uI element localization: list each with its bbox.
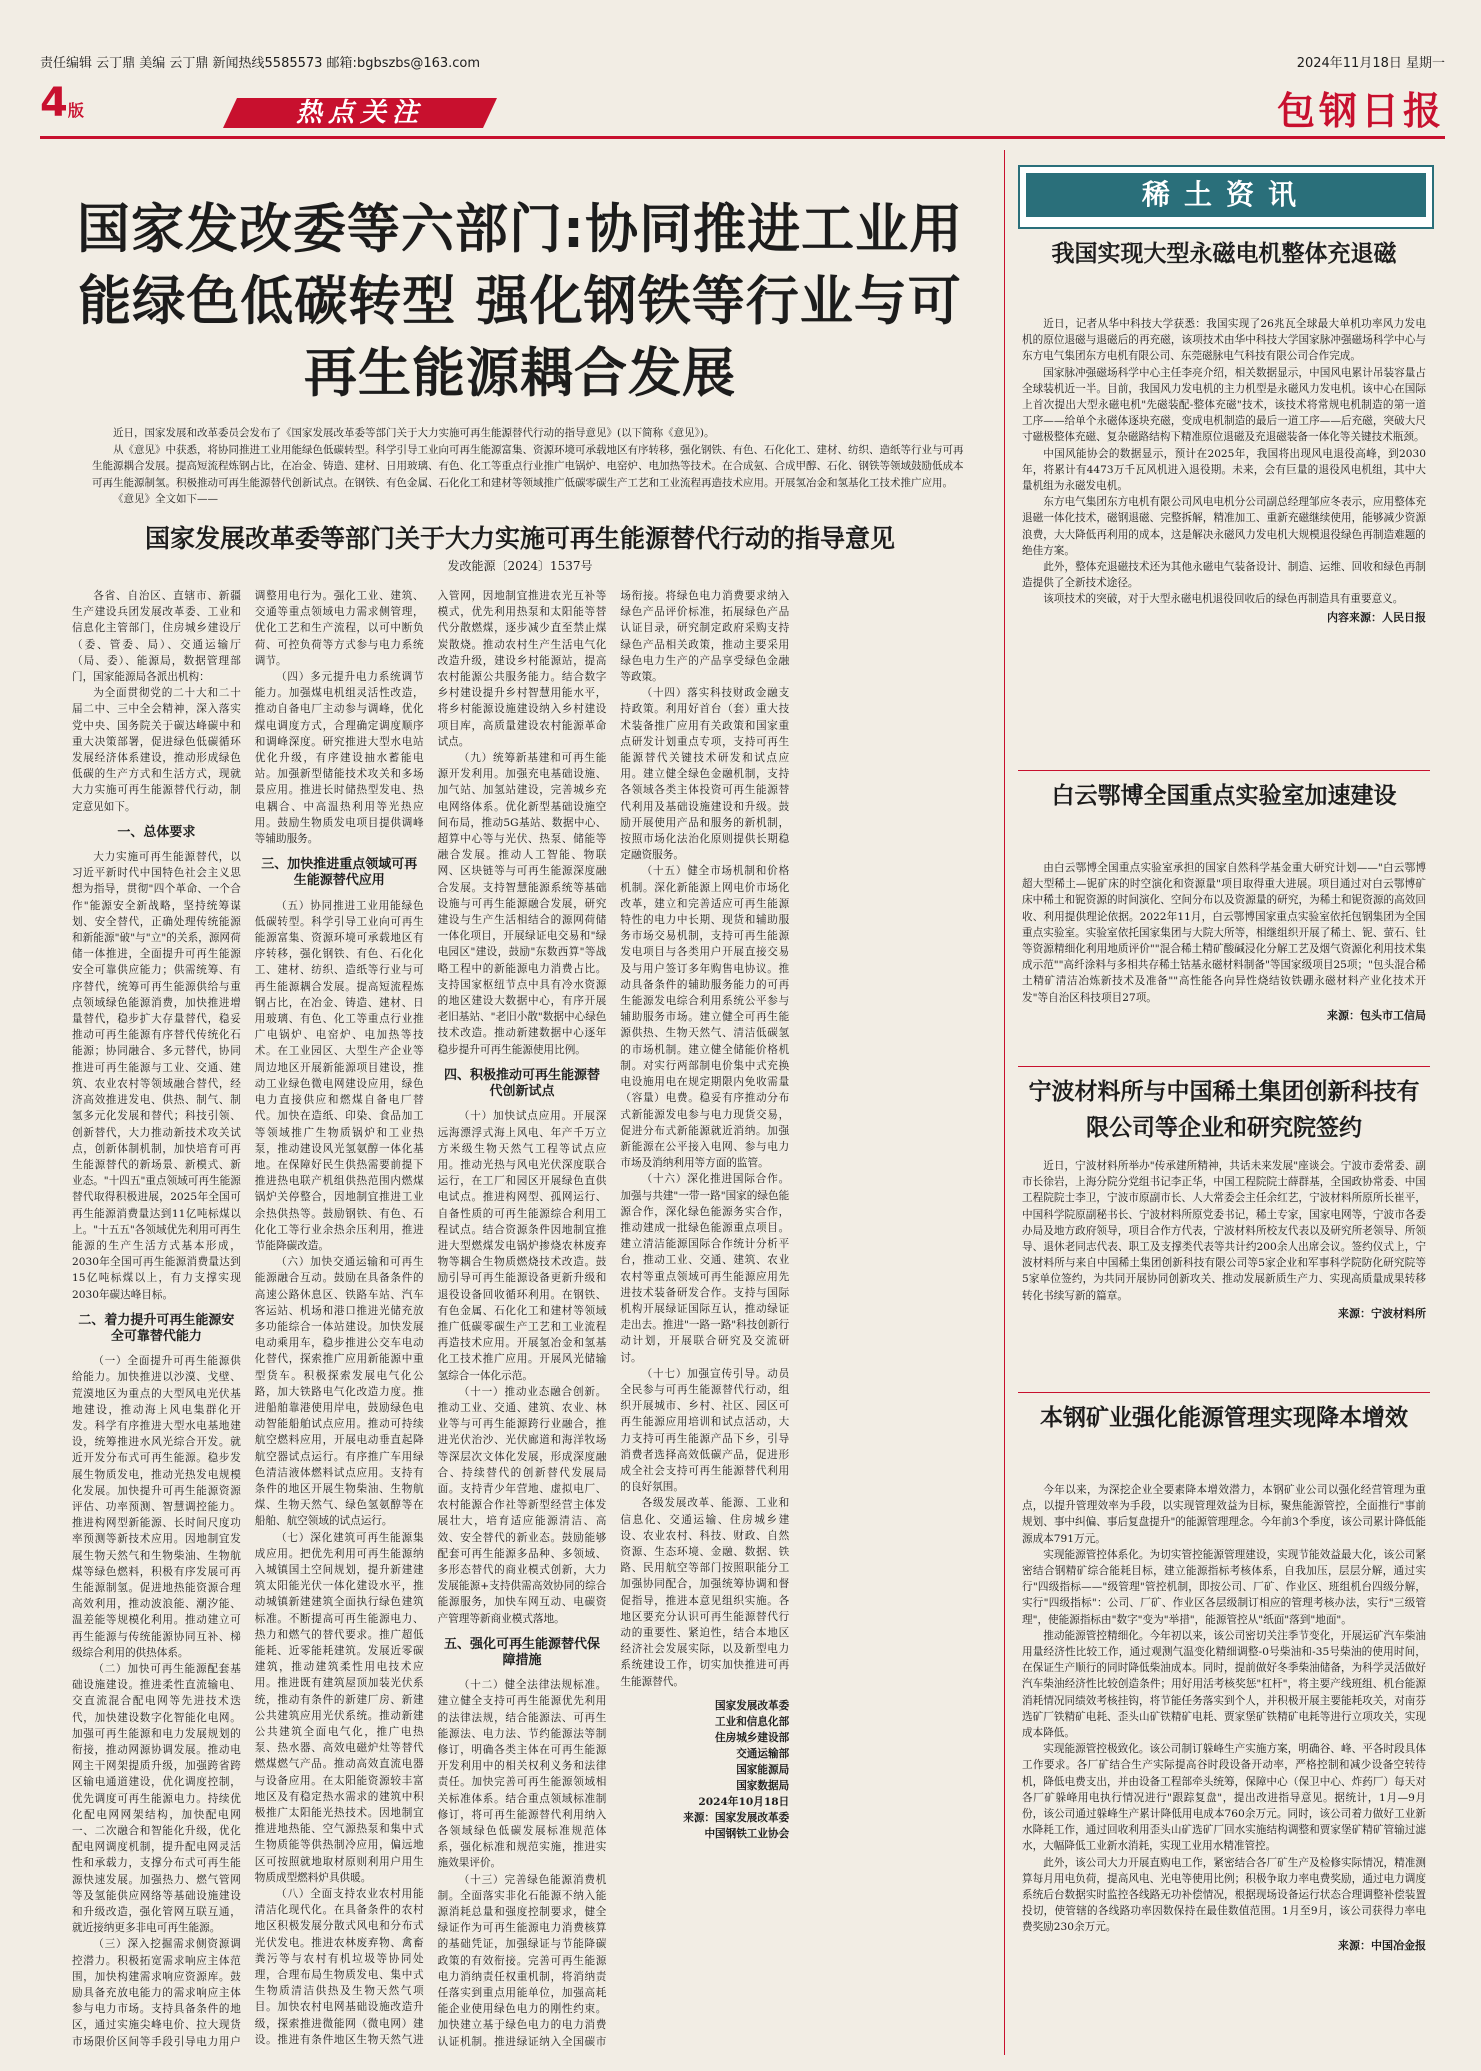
sidebar-article-title: 白云鄂博全国重点实验室加速建设: [1051, 783, 1397, 809]
signature-line: 工业和信息化部: [715, 1715, 790, 1728]
body-paragraph: （十四）落实科技财政金融支持政策。利用好首台（套）重大技术装备推广应用有关政策和国家重点研发计划重点专项，支持可再生能源替代关键技术研发和试点应用。建立健全绿色金融机制，支持各领域各类主体投资可再生能源替代利用及基础设施建设和升级。鼓励开展使用产品和服务的新机制，按照市场化法治化原则提供长期稳定融资服务。: [620, 687, 790, 862]
column-divider: [1004, 150, 1005, 2055]
body-paragraph: 各省、自治区、直辖市、新疆生产建设兵团发展改革委、工业和信息化主管部门，住房城乡建设厅（委、管委、局）、交通运输厅（局、委）、能源局，数据管理部门，国家能源局各派出机构：: [72, 590, 241, 684]
article-source: 来源：中国冶金报: [1338, 1938, 1426, 1952]
body-paragraph: （四）多元提升电力系统调节能力。加强煤电机组灵活性改造，推动自备电厂主动参与调峰，优化煤电调度方式，合理确定调度顺序和调峰深度。研究推进大型水电站优化升级，有序建设抽水蓄能电站。加强新型储能技术攻关和多场景应用。推进长时储热型发电、热电耦合、中高温热利用等光热应用。鼓励生物质发电项目提供调峰等辅助服务。: [254, 671, 424, 846]
signature-line: 国家发展改革委: [715, 1699, 790, 1712]
sidebar-paragraph: 中国风能协会的数据显示，预计在2025年，我国将出现风电退役高峰，到2030年，将累计有4473万千瓦风机进入退役期。未来，会有巨量的退役风电机组，其中大量机组为永磁发电机。: [1022, 447, 1426, 493]
article-title: 国家发展改革委等部门关于大力实施可再生能源替代行动的指导意见: [144, 524, 895, 553]
signature-line: 国家数据局: [736, 1779, 790, 1792]
sidebar-paragraph: 国家脉冲强磁场科学中心主任李亮介绍，相关数据显示，中国风电累计吊装容量占全球装机近一半。目前，我国风力发电机的主力机型是永磁风力发电机。该中心在国际上首次提出大型永磁电机"先磁装配-整体充磁"技术，该技术将常规电机制造的第一道工序——给单个永磁体逐块充磁，变成电机制造的最后一道工序——后充磁，突破大尺寸磁极整体充磁、复杂磁路结构下精准原位退磁及充退磁装备一体化等关键技术瓶颈。: [1022, 366, 1426, 444]
body-paragraph: （十二）健全法律法规标准。建立健全支持可再生能源优先利用的法律法规，结合能源法、可再生能源法、电力法、节约能源法等制修订，明确各类主体在可再生能源开发利用中的相关权利义务和法律责任。加快完善可再生能源领域相关标准体系。结合重点领域标准制修订，将可再生能源替代利用纳入各领域绿色低碳发展标准规范体系，强化标准和规范实施，推进实施效果评价。: [437, 1679, 607, 1870]
article-source: 来源：包头市工信局: [1327, 1008, 1426, 1022]
sidebar-article-body: [1022, 1482, 1426, 1954]
masthead-logo: 包钢日报: [1276, 88, 1445, 133]
body-paragraph: （六）加快交通运输和可再生能源融合互动。鼓励在具备条件的高速公路休息区、铁路车站、汽车客运站、机场和港口推进光储充放多功能综合一体站建设。加快发展电动乘用车，稳步推进公交车电动化替代，探索推广应用新能源中重型货车。积极探索发展电气化公路，加大铁路电气化改造力度。推进船舶靠港使用岸电，鼓励绿色电动智能船舶试点应用。推动可持续航空燃料应用，开展电动垂直起降航空器试点运行。有序推广车用绿色清洁液体燃料试点应用。支持有条件的地区开展生物柴油、生物航煤、生物天然气、绿色氢氨醇等在船舶、航空领域的试点运行。: [254, 1256, 424, 1528]
article-source: 来源：宁波材料所: [1338, 1306, 1426, 1320]
sidebar-paragraph: 此外，整体充退磁技术还为其他永磁电气装备设计、制造、运维、回收和绿色再制造提供了全新技术途径。: [1022, 561, 1426, 590]
top-info-line: [40, 50, 1445, 72]
body-paragraph: （一）全面提升可再生能源供给能力。加快推进以沙漠、戈壁、荒漠地区为重点的大型风电光伏基地建设，推动海上风电集群化开发。科学有序推进大型水电基地建设，统筹推进水风光综合开发。就近开发分布式可再生能源。稳步发展生物质发电，推动光热发电规模化发展。加快提升可再生能源资源评估、功率预测、智慧调控能力。推进构网型新能源、长时间尺度功率预测等新技术应用。因地制宜发展生物天然气和生物柴油、生物航煤等绿色燃料，积极有序发展可再生能源制氢。促进地热能资源合理高效利用，推动波浪能、潮汐能、温差能等规模化利用。推动建立可再生能源与传统能源协同互补、梯级综合利用的供热体系。: [72, 1355, 241, 1659]
body-paragraph: （三）深入挖掘需求侧资源调控潜力。积极拓宽需求响应主体范围，加快构建需求响应资源库。鼓励具备充放电能力的需求响应主体参与电力市场。支持具备条件的地区，通过实施尖峰电价、拉大现货市场限价区间等手段引导电力用户调整用电行为。强化工业、建筑、交通等重点领域电力需求侧管理，优化工艺和生产流程，以可中断负荷、可控负荷等方式参与电力系统调节。: [72, 590, 424, 2048]
signature-line: 交通运输部: [736, 1747, 790, 1760]
intro-paragraph: 从《意见》中获悉，将协同推进工业用能绿色低碳转型。科学引导工业向可再生能源富集、资源环境可承载地区有序转移，强化钢铁、有色、石化化工、建材、纺织、造纸等行业与可再生能源耦合发展。提高短流程炼钢占比，在冶金、铸造、建材、日用玻璃、有色、化工等重点行业推广电锅炉、电窑炉、电加热等技术。在合成氨、合成甲醇、石化、钢铁等领域鼓励低成本可再生能源制氢。积极推动可再生能源替代创新试点。在钢铁、有色金属、石化化工和建材等领域推广低碳零碳生产工艺和工业流程再造技术应用。开展氢冶金和氢基化工技术推广应用。: [92, 443, 964, 489]
body-paragraph: （十六）深化推进国际合作。加强与共建"一带一路"国家的绿色能源合作，深化绿色能源务实合作，推动建成一批绿色能源重点项目。建立清洁能源国际合作统计分析平台，推动工业、交通、建筑、农业农村等重点领域可再生能源应用先进技术装备研发合作。支持与国际机构开展绿证国际互认，推动绿证走出去。推进"一路一路"科技创新行动计划，开展联合研究及交流研讨。: [620, 1173, 790, 1364]
sidebar-paragraph: 由白云鄂博全国重点实验室承担的国家自然科学基金重大研究计划——"白云鄂博超大型稀土—铌矿床的时空演化和资源量"项目取得重大进展。项目通过对白云鄂博矿床中稀土和铌资源的时间演化、空间分布以及资源量的研究，为稀土和铌资源的高效回收、利用提供理论依据。2022年11月，白云鄂博国家重点实验室依托包钢集团为全国重点实验室。实验室依托国家集团与大院大所等，相继组织开展了稀土、铌、萤石、钍等资源精细化利用地质评价""混合稀土精矿酸碱浸化分解工艺及烟气资源化利用技术集成示范""高纤涂料与多相共存稀土钴基永磁材料制备"等国家级项目25项；"包头混合稀土精矿清洁冶炼新技术及准备""高性能各向异性烧结钕铁硼永磁材料产业化技术开发"等自治区科技项目27项。: [1022, 862, 1426, 1004]
body-paragraph: （十）加快试点应用。开展深远海漂浮式海上风电、年产千万立方米级生物天然气工程等试点应用。推动光热与风电光伏深度联合运行，在工厂和园区开展绿色直供电试点。推进构网型、孤网运行、自备性质的可再生能源综合利用工程试点。结合资源条件因地制宜推进大型燃煤发电锅炉掺烧农林废弃物等耦合生物质燃烧技术改造。鼓励引导可再生能源设备更新升级和退役设备回收循环利用。在钢铁、有色金属、石化化工和建材等领域推广低碳零碳生产工艺和工业流程再造技术应用。开展氢冶金和氢基化工技术推广应用。开展风光储输氢综合一体化示范。: [437, 1110, 607, 1382]
signature-line: 住房城乡建设部: [715, 1731, 790, 1744]
sidebar-separator: [1018, 770, 1430, 771]
sidebar-paragraph: 此外，该公司大力开展直购电工作，紧密结合各厂矿生产及检修实际情况，精准测算每月用电负荷，提高风电、光电等使用比例；积极争取力率电费奖励，通过电力调度系统后台数据实时监控各线路无功补偿情况，根据现场设备运行状态合理调整补偿装置投切，使管辖的各线路功率因数保持在最佳数值范围。1月至9月，该公司获得力率电费奖励230余万元。: [1022, 1856, 1426, 1934]
signature-line: 国家能源局: [736, 1763, 790, 1776]
sidebar-paragraph: 今年以来，为深挖企业全要素降本增效潜力，本钢矿业公司以强化经营管理为重点，以提升管理效率为手段，以实现管理效益为目标，聚焦能源管控，全面推行"事前规划、事中纠偏、事后复盘提升"的能源管理理念。今年前3个季度，该公司累计降低能源成本791万元。: [1022, 1484, 1427, 1545]
sidebar-separator: [1018, 1066, 1430, 1067]
body-paragraph: （十七）加强宣传引导。动员全民参与可再生能源替代行动，组织开展城市、乡村、社区、园区可再生能源应用培训和试点活动，大力支持可再生能源产品下乡，引导消费者选择高效低碳产品，促进形成全社会支持可再生能源替代利用的良好氛围。: [620, 1367, 790, 1494]
sidebar-paragraph: 实现能源管控极致化。该公司制订躲峰生产实施方案，明确谷、峰、平各时段具体工作要求。各厂矿结合生产实际提高谷时段设备开动率，严格控制和减少设备空转待机，降低电费支出，并由设备工程部牵头统筹，保障中心（保卫中心、炸药厂）每天对各厂矿躲峰用电执行情况进行"跟踪复盘"，提出改进指导意见。据统计，1月—9月份，该公司通过躲峰生产累计降低用电成本760余万元。同时，该公司着力做好工业新水降耗工作，通过回收利用歪头山矿选矿厂回水实施结构调整和贾家堡矿精矿管输过滤水，大幅降低工业新水消耗，实现工业用水精准管控。: [1022, 1743, 1426, 1853]
page-number: 4版: [40, 80, 84, 126]
sidebar-article-title: 我国实现大型永磁电机整体充退磁: [1051, 241, 1397, 267]
body-paragraph: （九）统筹新基建和可再生能源开发利用。加强充电基础设施、加气站、加氢站建设，完善城乡充电网络体系。优化新型基础设施空间布局，推动5G基站、数据中心、超算中心等与光伏、热泵、储能等融合发展。推动人工智能、物联网、区块链等与可再生能源深度融合发展。支持智慧能源系统等基础设施与可再生能源融合发展，研究建设与生产生活相结合的源网荷储一体化项目，开展绿证电交易和"绿电园区"建设，鼓励"东数西算"等战略工程中的新能源电力消费占比。支持国家枢纽节点中具有冷水资源的地区建设大数据中心，有序开展老旧基站、"老旧小散"数据中心绿色技术改造。推动新建数据中心逐年稳步提升可再生能源使用比例。: [437, 752, 607, 1056]
sidebar-banner: [1018, 165, 1434, 229]
intro-block: [92, 425, 972, 508]
article-source: 内容来源：人民日报: [1327, 610, 1426, 624]
editor-info: 责任编辑 云丁鼎 美编 云丁鼎 新闻热线5585573 邮箱:bgbszbs@163.com: [40, 56, 481, 71]
body-paragraph: 为全面贯彻党的二十大和二十届二中、三中全会精神，深入落实党中央、国务院关于碳达峰碳中和重大决策部署，促进绿色低碳循环发展经济体系建设，推动形成绿色低碳的生产方式和生活方式，现就大力实施可再生能源替代行动，制定意见如下。: [72, 687, 241, 813]
sidebar-paragraph: 实现能源管控体系化。为切实管控能源管理建设，实现节能效益最大化，该公司紧密结合钢精矿综合能耗目标，建立能源指标考核体系，自我加压，层层分解，通过实行"四级指标——"级管理"管控机制，即按公司、厂矿、作业区、班组机台四级分解，实行"四级指标"：公司、厂矿、作业区各层级制订相应的管理考核办法，实行"三级管理"，使能源指标由"数字"变为"举措"，能源管控从"纸面"落到"地面"。: [1022, 1548, 1426, 1626]
intro-paragraph: 近日，国家发展和改革委员会发布了《国家发展改革委等部门关于大力实施可再生能源替代行动的指导意见》(以下简称《意见》)。: [113, 427, 715, 439]
body-paragraph: （五）协同推进工业用能绿色低碳转型。科学引导工业向可再生能源富集、资源环境可承载地区有序转移，强化钢铁、有色、石化化工、建材、纺织、造纸等行业与可再生能源耦合发展。提高短流程炼钢占比，在冶金、铸造、建材、日用玻璃、有色、化工等重点行业推广电锅炉、电窑炉、电加热等技术。在工业园区、大型生产企业等周边地区开展新能源项目建设，推动工业绿色微电网建设应用，绿色电力直接供应和燃煤自备电厂替代。加快在造纸、印染、食品加工等领域推广生物质锅炉和工业热泵，推动建设风光氢氨醇一体化基地。在保障好民生供热需要前提下推进热电联产机组供热范围内燃煤锅炉关停整合，因地制宜推进工业余热供热等。鼓励钢铁、有色、石化化工等行业余热余压利用，推进节能降碳改造。: [254, 899, 424, 1252]
sidebar-paragraph: 近日，记者从华中科技大学获悉：我国实现了26兆瓦全球最大单机功率风力发电机的原位退磁与退磁后的再充磁，该项技术由华中科技大学国家脉冲强磁场科学中心与东方电气集团东方电机有限公司、东莞磁脉电气科技有限公司合作完成。: [1022, 318, 1426, 363]
page-header: [40, 74, 1445, 134]
sidebar-article-body: [1022, 316, 1426, 626]
body-paragraph: （七）深化建筑可再生能源集成应用。把优先利用可再生能源纳入城镇国土空间规划，提升新建建筑太阳能光伏一体化建设水平，推动城镇新建建筑全面执行绿色建筑标准。不断提高可再生能源电力、热力和燃气的替代要求。推广超低能耗、近零能耗建筑。发展近零碳建筑，推动建筑柔性用电技术应用。推进既有建筑屋顶加装光伏系统，推动有条件的新建厂房、新建公共建筑应用光伏系统。推动新建公共建筑全面电气化，推广电热泵、热水器、高效电磁炉灶等替代燃煤燃气产品。推动高效直流电器与设备应用。在太阳能资源较丰富地区及有稳定热水需求的建筑中积极推广太阳能光热技术。因地制宜推进地热能、空气源热泵和集中式生物质能等供热制冷应用，偏远地区可按照就地取材原则利用户用生物质成型燃料炉具供暖。: [254, 1531, 424, 1884]
section-heading: 四、积极推动可再生能源替代创新试点: [443, 1067, 600, 1100]
sidebar-article-body: [1022, 860, 1426, 1024]
sidebar-paragraph: 东方电气集团东方电机有限公司风电电机分公司副总经理邹应冬表示，应用整体充退磁一体化技术，磁钢退磁、完整拆解，精准加工、重新充磁继续使用，能够减少资源浪费，大大降低再利用的成本，这是解决永磁风力发电机大规模退役绿色再制造难题的绝佳方案。: [1022, 496, 1426, 557]
section-banner: [223, 98, 497, 128]
header-rule: [40, 136, 1445, 139]
sidebar-separator: [1018, 1392, 1430, 1393]
section-heading: 一、总体要求: [117, 824, 196, 840]
sidebar-article-title: 本钢矿业强化能源管理实现降本增效: [1040, 1405, 1408, 1431]
signature-block: [620, 1698, 789, 1842]
sidebar-article-title: 宁波材料所与中国稀土集团创新科技有限公司等企业和研究院签约: [1028, 1079, 1420, 1141]
sidebar-paragraph: 推动能源管控精细化。今年初以来，该公司密切关注季节变化，开展运矿汽车柴油用量经济性比较工作，通过观测气温变化精细调整-0号柴油和-35号柴油的使用时间，在保证生产顺行的同时降低柴油成本。同时，提前做好冬季柴油储备，为科学灵活做好汽车柴油经济性比较创造条件；用好用活考核奖惩"杠杆"，将主要产线班组、机台能源消耗情况同绩效考核挂钩，将节能任务落实到个人，并积极开展主要能耗攻关，对南芬选矿厂铁精矿电耗、歪头山矿铁精矿电耗、贾家堡矿铁精矿电耗等进行立项攻关，实现成本降低。: [1022, 1629, 1426, 1740]
section-heading: 五、强化可再生能源替代保障措施: [443, 1636, 600, 1668]
body-paragraph: （八）全面支持农业农村用能清洁化现代化。在具备条件的农村地区积极发展分散式风电和分布式光伏发电。推进农林废弃物、禽畜粪污等与农村有机垃圾等协同处理，合理布局生物质发电、集中式生物质清洁供热及生物天然气项目。加快农村电网基础设施改造升级，探索推进微能网（微电网）建设。推进有条件地区生物天然气进入管网，因地制宜推进农光互补等模式，优先利用热泵和太阳能等替代分散燃煤，逐步减少直至禁止煤炭散烧。推动农村生产生活电气化改造升级，建设乡村能源站，提高农村能源公共服务能力。结合数字乡村建设提升乡村智慧用能水平，将乡村能源设施建设纳入乡村建设项目库，高质量建设农村能源革命试点。: [254, 590, 607, 2046]
sidebar-paragraph: 该项技术的突破，对于大型永磁电机退役回收后的绿色再制造具有重要意义。: [1043, 593, 1404, 606]
signature-line: 来源：国家发展改革委: [683, 1811, 790, 1824]
signature-line: 2024年10月18日: [698, 1795, 790, 1808]
signature-line: 中国钢铁工业协会: [704, 1827, 790, 1840]
body-paragraph: （二）加快可再生能源配套基础设施建设。推进柔性直流输电、交直流混合配电网等先进技术迭代，加快建设数字化智能化电网。加强可再生能源和电力发展规划的衔接，推动网源协调发展。推动电网主干网架提质升级，加强跨省跨区输电通道建设，优化调度控制，优先调度可再生能源电力。持续优化配电网网架结构，加快配电网一、二次融合和智能化升级，优化配电网调度机制，提升配电网灵活性和承载力，支撑分布式可再生能源快速发展。加强热力、燃气管网等及氢能供应网络等基础设施建设和升级改造，强化管网互联互通，就近接纳更多非电可再生能源。: [72, 1663, 241, 1935]
main-headline: 国家发改委等六部门:协同推进工业用能绿色低碳转型 强化钢铁等行业与可再生能源耦合发展: [76, 199, 964, 404]
body-paragraph: （十三）完善绿色能源消费机制。全面落实非化石能源不纳入能源消耗总量和强度控制要求，健全绿证作为可再生能源电力消费核算的基础凭证，加强绿证与节能降碳政策的有效衔接。完善可再生能源电力消纳责任权重机制，将消纳责任落实到重点用能单位，加强高耗能企业使用绿色电力的刚性约束。加快建立基于绿色电力的电力消费认证机制。推进绿证纳入全国碳市场衔接。将绿色电力消费要求纳入绿色产品评价标准，拓展绿色产品认证目录，研究制定政府采购支持绿色产品相关政策，推动主要采用绿色电力生产的产品享受绿色金融等政策。: [437, 590, 790, 2048]
sidebar-article-body: [1022, 1158, 1426, 1322]
issue-date: 2024年11月18日 星期一: [1296, 56, 1445, 71]
section-heading: 二、着力提升可再生能源安全可靠替代能力: [78, 1312, 235, 1344]
article-body: [72, 588, 972, 2058]
intro-paragraph: 《意见》全文如下——: [113, 493, 218, 505]
document-number: 发改能源〔2024〕1537号: [447, 559, 593, 573]
body-paragraph: 各级发展改革、能源、工业和信息化、交通运输、住房城乡建设、农业农村、科技、财政、自然资源、生态环境、金融、数据、铁路、民用航空等部门按照职能分工加强协同配合，加强统筹协调和督促指导，推进本意见组织实施。各地区要充分认识可再生能源替代行动的重要性、紧迫性，结合本地区经济社会发展实际，以及新型电力系统建设工作，切实加快推进可再生能源替代。: [620, 1497, 790, 1688]
body-paragraph: （十五）健全市场机制和价格机制。深化新能源上网电价市场化改革，建立和完善适应可再生能源特性的电力中长期、现货和辅助服务市场交易机制，支持可再生能源发电项目与各类用户开展直接交易及与用户签订多年购售电协议。推动具备条件的辅助服务能力的可再生能源发电综合利用系统公平参与辅助服务市场。建立健全可再生能源供热、生物天然气、清洁低碳氢的市场机制。建立健全储能价格机制。对实行两部制电价集中式充换电设施用电在规定期限内免收需量（容量）电费。稳妥有序推动分布式新能源发电参与电力现货交易，促进分布式新能源就近消纳。加强新能源在公平接入电网、参与电力市场及消纳利用等方面的监管。: [620, 865, 790, 1170]
sidebar-banner-title: 稀土资讯: [1026, 173, 1426, 217]
body-paragraph: 大力实施可再生能源替代，以习近平新时代中国特色社会主义思想为指导，贯彻"四个革命、一个合作"能源安全新战略，坚持统筹谋划、安全替代，正确处理传统能源和新能源"破"与"立"的关系，源网荷储一体推进，全面提升可再生能源安全可靠供应能力；供需统筹、有序替代，统筹可再生能源供给与重点领域绿色能源消费，加快推进增量替代，稳步扩大存量替代，稳妥推动可再生能源有序替代传统化石能源；协同融合、多元替代，协同推进可再生能源与工业、交通、建筑、农业农村等领域融合替代，经济高效推进发电、供热、制气、制氢多元化发展和替代；科技引领、创新替代，大力推动新技术攻关试点，创新体制机制，加快培育可再生能源替代的新场景、新模式、新业态。"十四五"重点领域可再生能源替代取得积极进展，2025年全国可再生能源消费量达到11亿吨标煤以上。"十五五"各领域优先利用可再生能源的生产生活方式基本形成，2030年全国可再生能源消费量达到15亿吨标煤以上，有力支撑实现2030年碳达峰目标。: [72, 851, 241, 1301]
section-heading: 三、加快推进重点领域可再生能源替代应用: [261, 857, 418, 889]
sidebar-paragraph: 近日，宁波材料所举办"传承建所精神，共话未来发展"座谈会。宁波市委常委、副市长徐岩，上海分院分党组书记李正华，中国工程院院士薛群基，全国政协常委、中国工程院院士李卫，宁波市原副市长、人大常委会主任余红艺，宁波材料所原所长崔平，中国科学院原副秘书长、宁波材料所原党委书记，稀土专家，国家电网等，宁波市各委办局及地方政府领导，项目合作方代表，宁波材料所校友代表以及研究所老领导、所领导、退休老同志代表、职工及支撑类代表等共计约200余人出席会议。签约仪式上，宁波材料所与来自中国稀土集团创新科技有限公司等5家企业和军事科学院防化研究院等5家单位签约，为共同开展协同创新攻关、推动发展新质生产力、实现高质量成果转移转化书续写新的篇章。: [1022, 1160, 1426, 1302]
section-title: 热点关注: [295, 98, 424, 128]
body-paragraph: （十一）推动业态融合创新。推动工业、交通、建筑、农业、林业等与可再生能源跨行业融合，推进光伏治沙、光伏廊道和海洋牧场等深层次文体化发展，形成深度融合、持续替代的创新替代发展局面。支持青少年营地、虚拟电厂、农村能源合作社等新型经营主体发展壮大，培育适应能源清洁、高效、安全替代的新业态。鼓励能够配套可再生能源多品种、多领域、多形态替代的商业模式创新，大力发展能源+支持供需高效协同的综合能源服务，加快车网互动、电碳资产管理等新商业模式落地。: [437, 1385, 607, 1625]
